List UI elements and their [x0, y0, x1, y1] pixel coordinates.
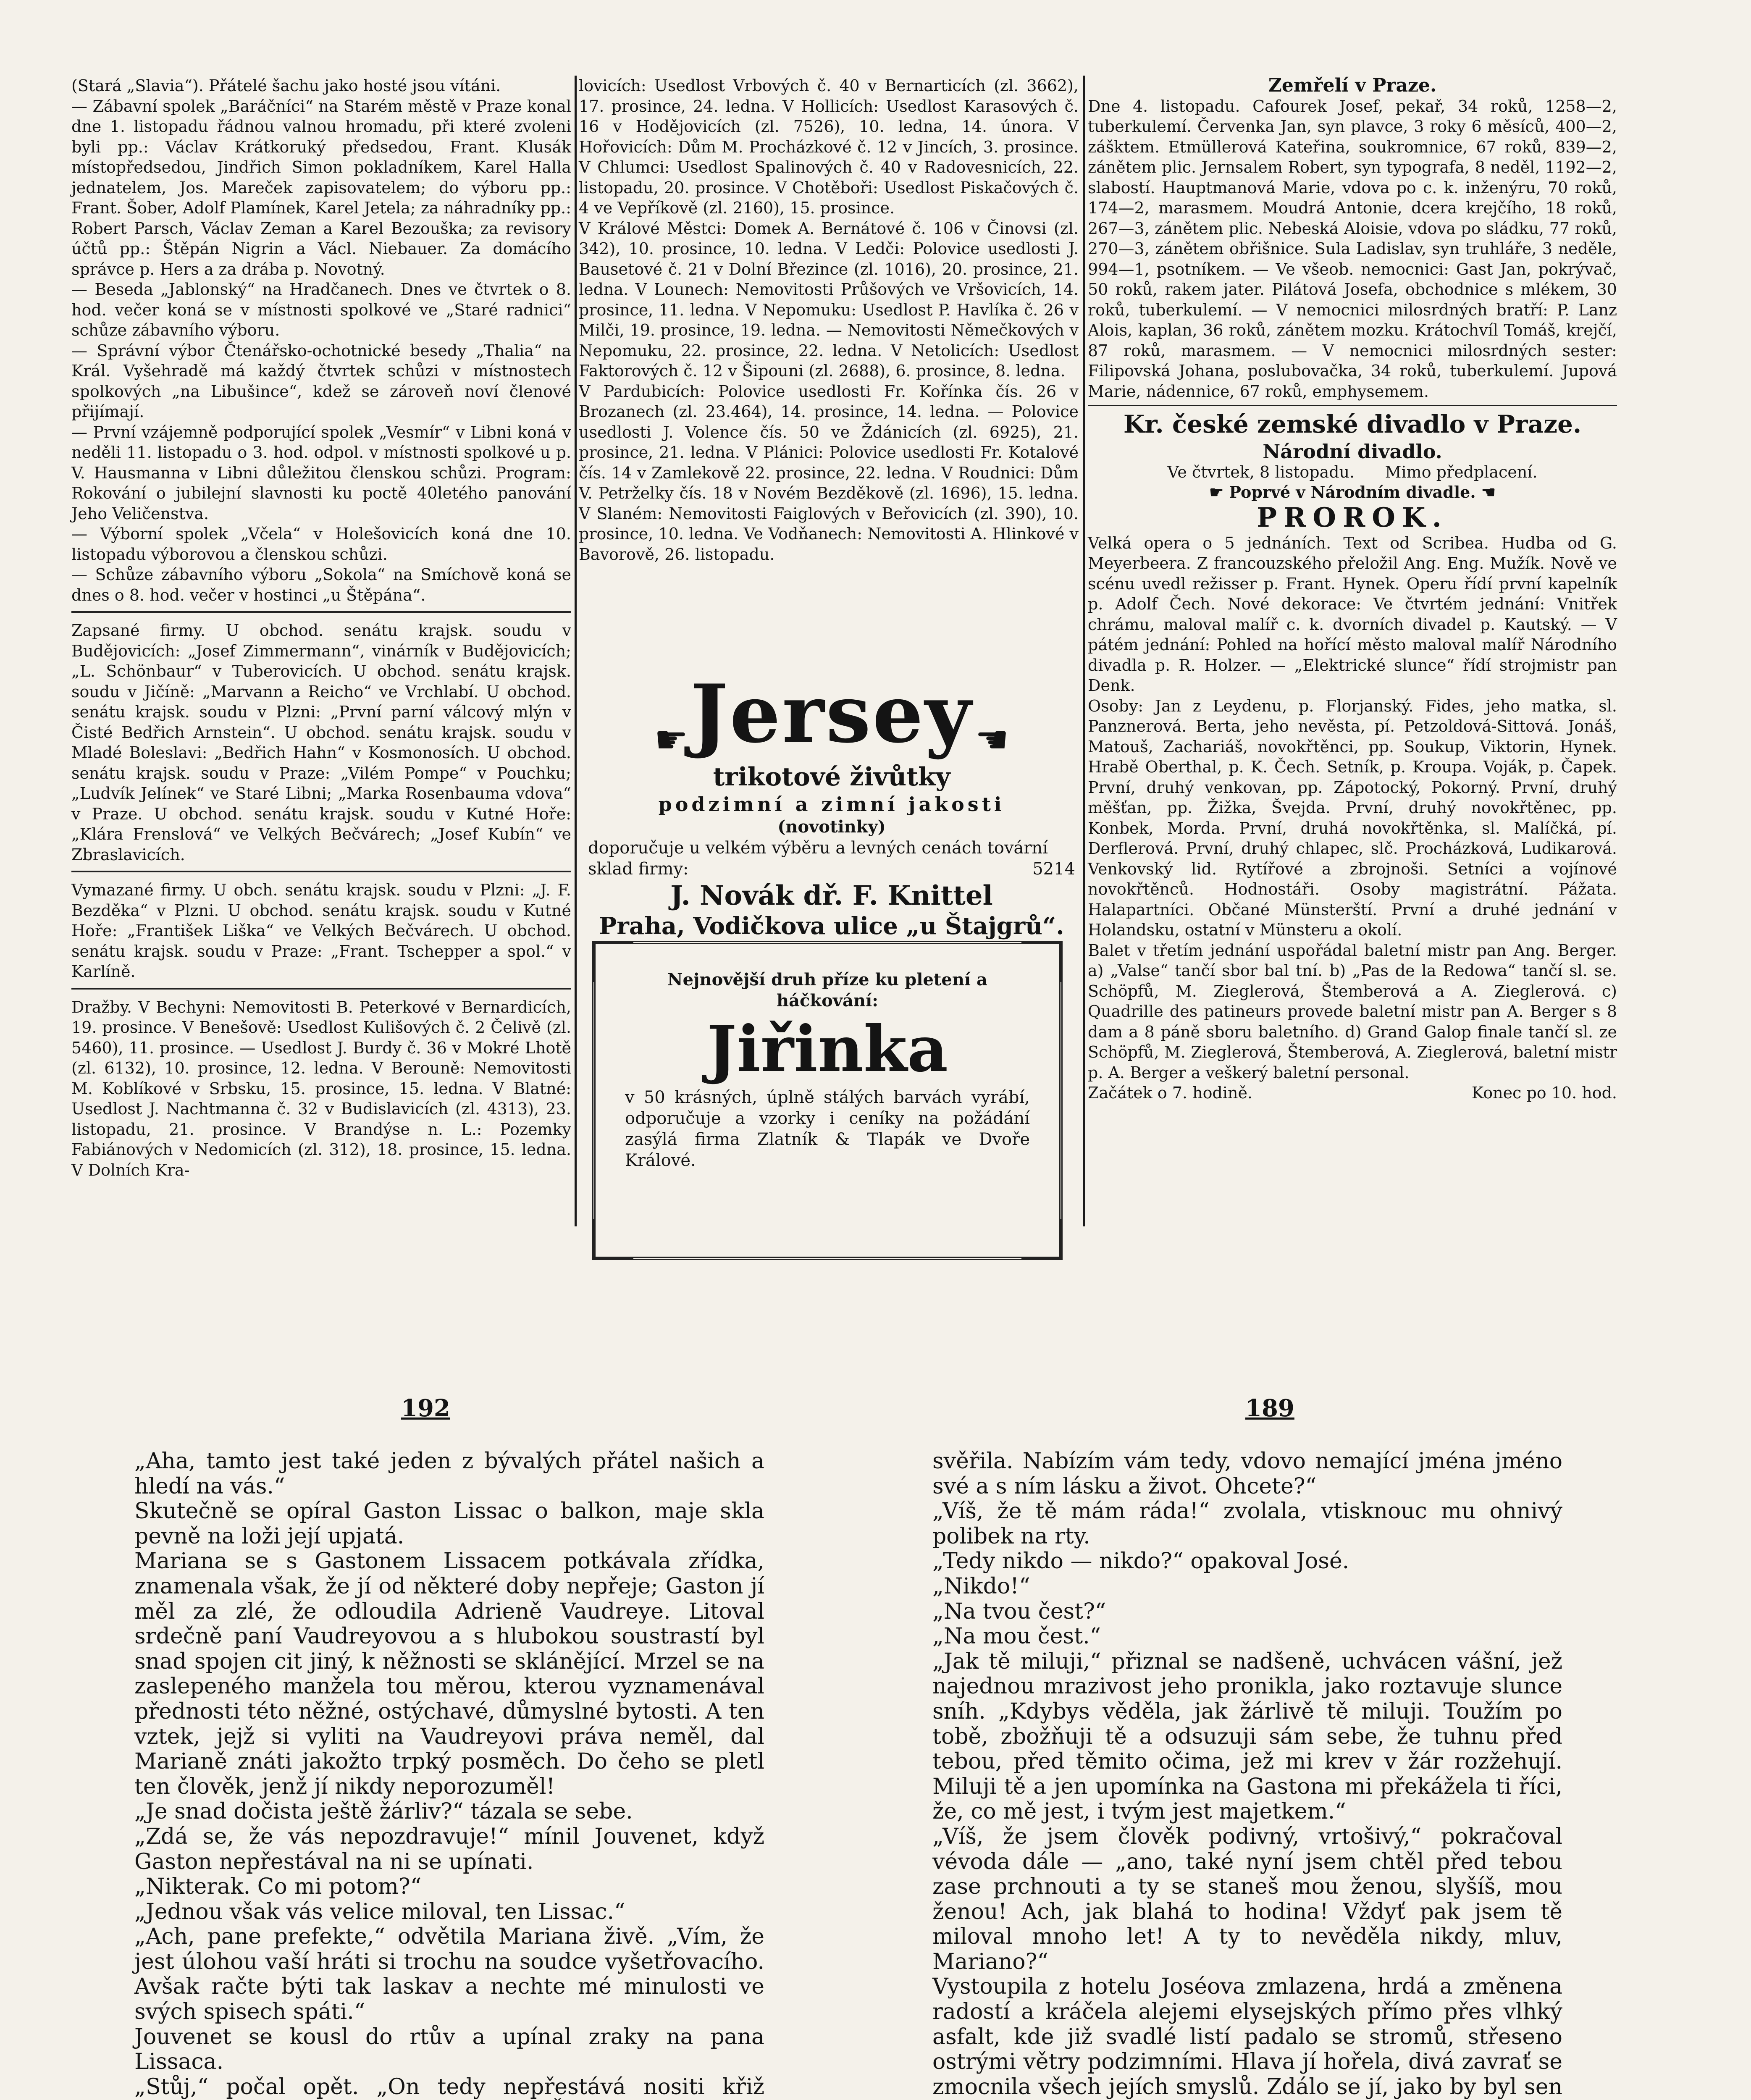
story-paragraph: „Víš, že tě mám ráda!“ zvolala, vtisknouc mu ohnivý polibek na rty.: [932, 1499, 1562, 1549]
story-paragraph: „Stůj,“ počal opět. „On tedy nepřestává nositi křiž: [134, 2074, 764, 2100]
story-paragraph: Jouvenet se kousl do rtův a upínal zraky na pana Lissaca.: [134, 2024, 764, 2075]
story-paragraph: „Víš, že jsem člověk podivný, vrtošivý,“ pokračoval vévoda dále — „ano, také nyní jsem chtěl před tebou zase prchnouti a ty se staneš mou ženou, slyšíš, mou ženou! Ach, jak blahá to hodina! Vždyť pak jsem tě miloval mnoho let! A ty to nevěděla nikdy, mluv, Mariano?“: [932, 1824, 1562, 1974]
ornament-corner: [593, 1219, 633, 1259]
jirinka-advertisement: [592, 941, 1063, 1260]
ad-subtitle-2: podzimní a zimní jakosti: [658, 793, 1005, 816]
ad-intro: Nejnovější druh příze ku pletení a háčkování:: [667, 970, 987, 1011]
deaths-list: Dne 4. listopadu. Cafourek Josef, pekař, 34 roků, 1258—2, tuberkulemí. Červenka Jan, syn plavce, 3 roky 6 měsíců, 400—2, zášktem. Etmüllerová Kateřina, soukromnice, 67 roků, 839—2, zánětem plic. Jernsalem Robert, syn typografa, 8 neděl, 1192—2, slabostí. Hauptmanová Marie, vdova po c. k. inženýru, 70 roků, 174—2, marasmem. Moudrá Antonie, dcera krejčího, 18 roků, 267—3, zánětem plic. Nebeská Aloisie, vdova po sládku, 77 roků, 270—3, zánětem obřišnice. Sula Ladislav, syn truhláře, 3 neděle, 994—1, psotníkem. — Ve všeob. nemocnici: Gast Jan, pokrývač, 50 roků, rakem jater. Pilátová Josefa, obchodnice s mlékem, 30 roků, tuberkulemí. — V nemocnici milosrdných bratří: P. Lanz Alois, kaplan, 36 roků, zánětem mozku. Krátochvíl Tomáš, krejčí, 87 roků, marasmem. — V nemocnici milosrdných sester: Filipovská Johana, poslubovačka, 34 roků, tuberkulemí. Jupová Marie, nádennice, 67 roků, emphysemem.: [1088, 97, 1617, 401]
ad-firm: J. Novák dř. F. Knittel: [670, 880, 993, 911]
pointing-hand-icon: ☚: [1481, 483, 1496, 501]
news-item: — Správní výbor Čtenářsko-ochotnické besedy „Thalia“ na Král. Vyšehradě má každý čtvrtek schůzi v místnostech spolkových „na Libušince“, kdež se zároveň noví členové přijímají.: [71, 341, 571, 421]
ornament-corner: [1021, 1219, 1062, 1259]
news-item: — Výborní spolek „Včela“ v Holešovicích koná dne 10. listopadu výborovou a členskou schůzi.: [71, 525, 571, 564]
pointing-hand-icon: ☛: [654, 718, 688, 762]
story-paragraph: „Zdá se, že vás nepozdravuje!“ mínil Jouvenet, když Gaston nepřestával na ni se upínati.: [134, 1824, 764, 1874]
story-paragraph: Vystoupila z hotelu Joséova zmlazena, hrdá a změnena radostí a kráčela alejemi elysejských přímo přes vlhký asfalt, kde již svadlé listí padalo se stromů, střeseno ostrými větry podzimními. Hlava jí hořela, divá zavrať se zmocnila všech jejích smyslů. Zdálo se jí, jako by byl sen: [932, 1974, 1562, 2100]
story-paragraph: svěřila. Nabízím vám tedy, vdovo nemající jména jméno své a s ním lásku a život. Ohcete?“: [932, 1449, 1562, 1499]
story-paragraph: „Nikdo!“: [932, 1573, 1030, 1599]
theatre-description: Velká opera o 5 jednáních. Text od Scribea. Hudba od G. Meyerbeera. Z francouzského přeložil Ang. Eng. Mužík. Nově ve scénu uvedl režisser p. Frant. Hynek. Operu řídí první kapelník p. Adolf Čech. Nové dekorace: Ve čtvrtém jednání: Vnitřek chrámu, maloval malíř c. k. dvorních divadel p. Kautský. — V pátém jednání: Pohled na hořící město maloval malíř Národního divadla p. R. Holzer. — „Elektrické slunce“ řídí strojmistr pan Denk.: [1088, 533, 1617, 695]
story-column-right: [932, 1449, 1562, 2100]
jersey-advertisement: [588, 667, 1075, 940]
news-item: — Schůze zábavního výboru „Sokola“ na Smíchově koná se dnes o 8. hod. večer v hostinci „u Štěpána“.: [71, 565, 571, 604]
ad-body: [588, 837, 1075, 879]
divider: [71, 611, 571, 613]
story-paragraph: „Ach, pane prefekte,“ odvětila Mariana živě. „Vím, že jest úlohou vaší hráti si trochu na soudce vyšetřovacího. Avšak račte býti tak laskav a nechte mé minulosti ve svých spisech spáti.“: [134, 1924, 764, 2025]
news-item: — První vzájemně podporující spolek „Vesmír“ v Libni koná v neděli 11. listopadu o 3. hod. odpol. v místnosti spolkové u p. V. Hausmanna v Libni důležitou členskou schůzi. Program: Rokování o jubilejní slavnosti ku poctě 40letého panování Jeho Veličenstva.: [71, 423, 571, 523]
theatre-ballet: Balet v třetím jednání uspořádal baletní mistr pan Ang. Berger. a) „Valse“ tančí sbor bal tní. b) „Pas de la Redowa“ tančí sl. se. Schöpfů, M. Zieglerová, Štemberová a A. Zieglerová. c) Quadrille des patineurs provede baletní mistr pan A. Berger s 8 dam a 8 páně sboru baletního. d) Grand Galop finale tančí sl. ze Schöpfů, M. Zieglerová, Štemberová, A. Zieglerová, baletní mistr p. A. Berger a veškerý baletní personal.: [1088, 941, 1617, 1082]
ad-product-name: Jiřinka: [706, 1012, 948, 1086]
story-paragraph: „Je snad dočista ještě žárliv?“ tázala se sebe.: [134, 1799, 633, 1824]
news-item: — Zábavní spolek „Baráčníci“ na Starém městě v Praze konal dne 1. listopadu řádnou valnou hromadu, při které zvoleni byli pp.: Václav Krátkoruký předsedou, Frant. Klusák místopředsedou, Jindřich Simon pokladníkem, Karel Halla jednatelem, Jos. Mareček zapisovatelem; do výboru pp.: Frant. Šober, Adolf Plamínek, Karel Jetela; za náhradníky pp.: Robert Parsch, Václav Zeman a Karel Bezouška; za revisory účtů pp.: Štěpán Nigrin a Václ. Niebauer. Za domácího správce p. Hers a za drába p. Novotný.: [71, 97, 571, 278]
theatre-times: [1088, 1083, 1617, 1103]
premiere-label: Poprvé v Národním divadle.: [1229, 483, 1476, 501]
ad-text: v 50 krásných, úplně stálých barvách vyrábí, odporučuje a vzorky i ceníky na požádání zasýlá firma Zlatník & Tlapák ve Dvoře Králové.: [625, 1088, 1030, 1170]
story-paragraph: „Na mou čest.“: [932, 1624, 1101, 1649]
ad-address: Praha, Vodičkova ulice „u Štajgrů“.: [599, 912, 1064, 940]
divider: [1088, 405, 1617, 406]
theatre-heading: Kr. české zemské divadlo v Praze.: [1123, 410, 1582, 438]
column-rule: [575, 76, 577, 1226]
deaths-heading: Zemřelí v Praze.: [1268, 75, 1437, 96]
ad-code: 5214: [1032, 859, 1075, 879]
story-paragraph: „Jak tě miluji,“ přiznal se nadšeně, uchvácen vášní, jež najednou mrazivost jeho pronikla, jako roztavuje slunce sníh. „Kdybys věděla, jak žárlivě tě miluji. Toužím po tobě, zbožňuji tě a odsuzuji sám sebe, že tuhnu před tebou, před těmito očima, jež mi krev v žár rozžehují. Miluji tě a jen upomínka na Gastona mi překážela ti říci, že, co mě jest, i tvým jest majetkem.“: [932, 1648, 1562, 1824]
theatre-cast: Osoby: Jan z Leydenu, p. Florjanský. Fides, jeho matka, sl. Panznerová. Berta, jeho nevěsta, pí. Petzoldová-Sittová. Jonáš, Matouš, Zachariáš, novokřtěnci, pp. Soukup, Viktorin, Hynek. Hrabě Oberthal, p. K. Čech. Setník, p. Kroupa. Voják, p. Čapek. První, druhý venkovan, pp. Zápotocký, Pokorný. První, druhý měšťan, pp. Žižka, Švejda. První, druhý novokřtěnec, pp. Konbek, Morda. První, druhá novokřtěnka, sl. Malíčká, pí. Derflerová. První, druhý chlapec, slč. Procházková, Ludikarová. Venkovský lid. Rytířové a zbrojnoši. Setníci a vojínové novokřtěnců. Hodnostáři. Osoby magistrátní. Pážata. Halapartníci. Občané Münsterští. První a druhé jednání v Holandsku, ostatní v Münsteru a okolí.: [1088, 696, 1617, 939]
story-paragraph: Skutečně se opíral Gaston Lissac o balkon, maje skla pevně na loži její upjatá.: [134, 1499, 764, 1549]
news-column-left: [71, 76, 571, 1180]
story-paragraph: „Na tvou čest?“: [932, 1599, 1106, 1624]
divider: [71, 871, 571, 872]
ad-subtitle: trikotové živůtky: [713, 762, 950, 792]
auctions-middle: lovicích: Usedlost Vrbových č. 40 v Bernarticích (zl. 3662), 17. prosince, 24. ledna. V Hollicích: Usedlost Karasových č. 16 v Hodějovicích (zl. 7526), 10. ledna, 14. února. V Hořovicích: Dům M. Procházkové č. 12 v Jincích, 3. prosince. V Chlumci: Usedlost Spalinových č. 40 v Radovesnicích, 22. listopadu, 20. prosince. V Chotěboři: Usedlost Piskačových č. 4 ve Vepříkově (zl. 2160), 15. prosince.: [579, 76, 1079, 217]
story-paragraph: „Tedy nikdo — nikdo?“ opakoval José.: [932, 1549, 1349, 1574]
divider: [71, 988, 571, 990]
auctions-middle-2: V Králové Městci: Domek A. Bernátové č. 106 v Činovsi (zl. 342), 10. prosince, 10. ledna. V Ledči: Polovice usedlosti J. Bausetové č. 21 v Dolní Březince (zl. 1016), 20. prosince, 21. ledna. V Lounech: Nemovitosti Průšových ve Vršovicích, 14. prosince, 11. ledna. V Nepomuku: Usedlost P. Havlíka č. 26 v Milči, 19. prosince, 19. ledna. — Nemovitosti Němečkových v Nepomuku, 22. prosince, 22. ledna. V Netolicích: Usedlost Faktorových č. 12 v Šipouni (zl. 2688), 6. prosince, 8. ledna.: [579, 219, 1079, 380]
play-title: PROROK.: [1257, 501, 1448, 533]
theatre-date: Ve čtvrtek, 8 listopadu. Mimo předplacení.: [1167, 462, 1538, 481]
news-item: — Beseda „Jablonský“ na Hradčanech. Dnes ve čtvrtek o 8. hod. večer koná se v místnosti spolkové ve „Staré radnici“ schůze zábavního výboru.: [71, 280, 571, 339]
ornament-corner: [1021, 942, 1062, 982]
ad-body-text: doporučuje u velkém výběru a levných cenách tovární sklad firmy:: [588, 838, 1048, 879]
story-paragraph: Mariana se s Gastonem Lissacem potkávala zřídka, znamenala však, že jí od některé doby nepřeje; Gaston jí měl za zlé, že odloudila Adrieně Vaudreye. Litoval srdečně paní Vaudreyovou a s hlubokou soustrastí byl snad spojen cit jiný, k něžnosti se sklánějící. Mrzel se na zaslepeného manžela tou měrou, kterou vyznamenával přednosti této něžné, ostýchavé, důmyslné bytosti. A ten vztek, jejž si vyliti na Vaudreyovi práva neměl, dal Marianě znáti jakožto trpký posměch. Do čeho se pletl ten člověk, jenž jí nikdy neporozuměl!: [134, 1549, 764, 1799]
theatre-premiere: [1088, 482, 1617, 503]
pointing-hand-icon: ☚: [975, 718, 1009, 762]
page-number-right: 189: [1245, 1394, 1294, 1422]
pointing-hand-icon: ☛: [1209, 483, 1224, 501]
start-time: Začátek o 7. hodině.: [1088, 1084, 1253, 1102]
firms-registered: Zapsané firmy. U obchod. senátu krajsk. soudu v Budějovicích: „Josef Zimmermann“, vinárník v Budějovicích; „L. Schönbaur“ v Tuberovicích. U obchod. senátu krajsk. soudu v Jičíně: „Marvann a Reicho“ ve Vrchlabí. U obchod. senátu krajsk. soudu v Plzni: „První parní válcový mlýn v Čisté Bedřich Arnstein“. U obchod. senátu krajsk. soudu v Mladé Boleslavi: „Bedřich Hahn“ v Kosmonosích. U obchod. senátu krajsk. soudu v Praze: „Vilém Pompe“ v Pouchku; „Ludvík Jelínek“ ve Staré Libni; „Marka Rosenbauma vdova“ v Praze. U obchod. senátu krajsk. soudu v Kutné Hoře: „Klára Frenslová“ ve Velkých Bečvárech; „Josef Kubín“ ve Zbraslavicích.: [71, 621, 571, 864]
story-paragraph: „Jednou však vás velice miloval, ten Lissac.“: [134, 1899, 625, 1924]
ad-title: Jersey: [690, 667, 973, 761]
auctions-middle-3: V Pardubicích: Polovice usedlosti Fr. Kořínka čís. 26 v Brozanech (zl. 23.464), 14. prosince, 14. ledna. — Polovice usedlosti J. Volence čís. 50 ve Ždánicích (zl. 6925), 21. prosince, 21. ledna. V Plánici: Polovice usedlosti Fr. Kotalové čís. 14 v Zamlekově 22. prosince, 22. ledna. V Roudnici: Dům V. Petrželky čís. 18 v Novém Bezděkově (zl. 1696), 15. ledna. V Slaném: Nemovitosti Faiglových v Beřovicích (zl. 390), 10. prosince, 10. ledna. Ve Vodňanech: Nemovitosti A. Hlinkové v Bavorově, 26. listopadu.: [579, 382, 1079, 564]
news-item: (Stará „Slavia“). Přátelé šachu jako hosté jsou vítáni.: [71, 76, 501, 95]
news-column-middle: [579, 76, 1079, 564]
column-rule: [1083, 76, 1085, 1226]
ornament-corner: [593, 942, 633, 982]
story-paragraph: „Aha, tamto jest také jeden z bývalých přátel našich a hledí na vás.“: [134, 1449, 764, 1499]
story-column-left: [134, 1449, 764, 2100]
ad-subtitle-3: (novotinky): [777, 817, 886, 837]
auctions-left: Dražby. V Bechyni: Nemovitosti B. Peterkové v Bernardicích, 19. prosince. V Benešově: Usedlost Kulišových č. 2 Čelivě (zl. 5460), 11. prosince. — Usedlost J. Burdy č. 36 v Mokré Lhotě (zl. 6132), 10. prosince, 12. ledna. V Berouně: Nemovitosti M. Koblíkové v Srbsku, 15. prosince, 15. ledna. V Blatné: Usedlost J. Nachtmanna č. 32 v Budislavicích (zl. 4313), 23. listopadu, 21. prosince. V Brandýse n. L.: Pozemky Fabiánových v Nedomicích (zl. 312), 18. prosince, 15. ledna. V Dolních Kra-: [71, 998, 571, 1179]
theatre-subheading: Národní divadlo.: [1263, 440, 1442, 463]
story-paragraph: „Nikterak. Co mi potom?“: [134, 1874, 422, 1900]
page-number-left: 192: [401, 1394, 450, 1422]
end-time: Konec po 10. hod.: [1471, 1084, 1617, 1102]
firms-deleted: Vymazané firmy. U obch. senátu krajsk. soudu v Plzni: „J. F. Bezděka“ v Plzni. U obchod. senátu krajsk. soudu v Kutné Hoře: „František Liška“ ve Velkých Bečvárech. U obchod. senátu krajsk. soudu v Praze: „Frant. Tschepper a spol.“ v Karlíně.: [71, 881, 571, 981]
news-column-right: [1088, 76, 1617, 1103]
